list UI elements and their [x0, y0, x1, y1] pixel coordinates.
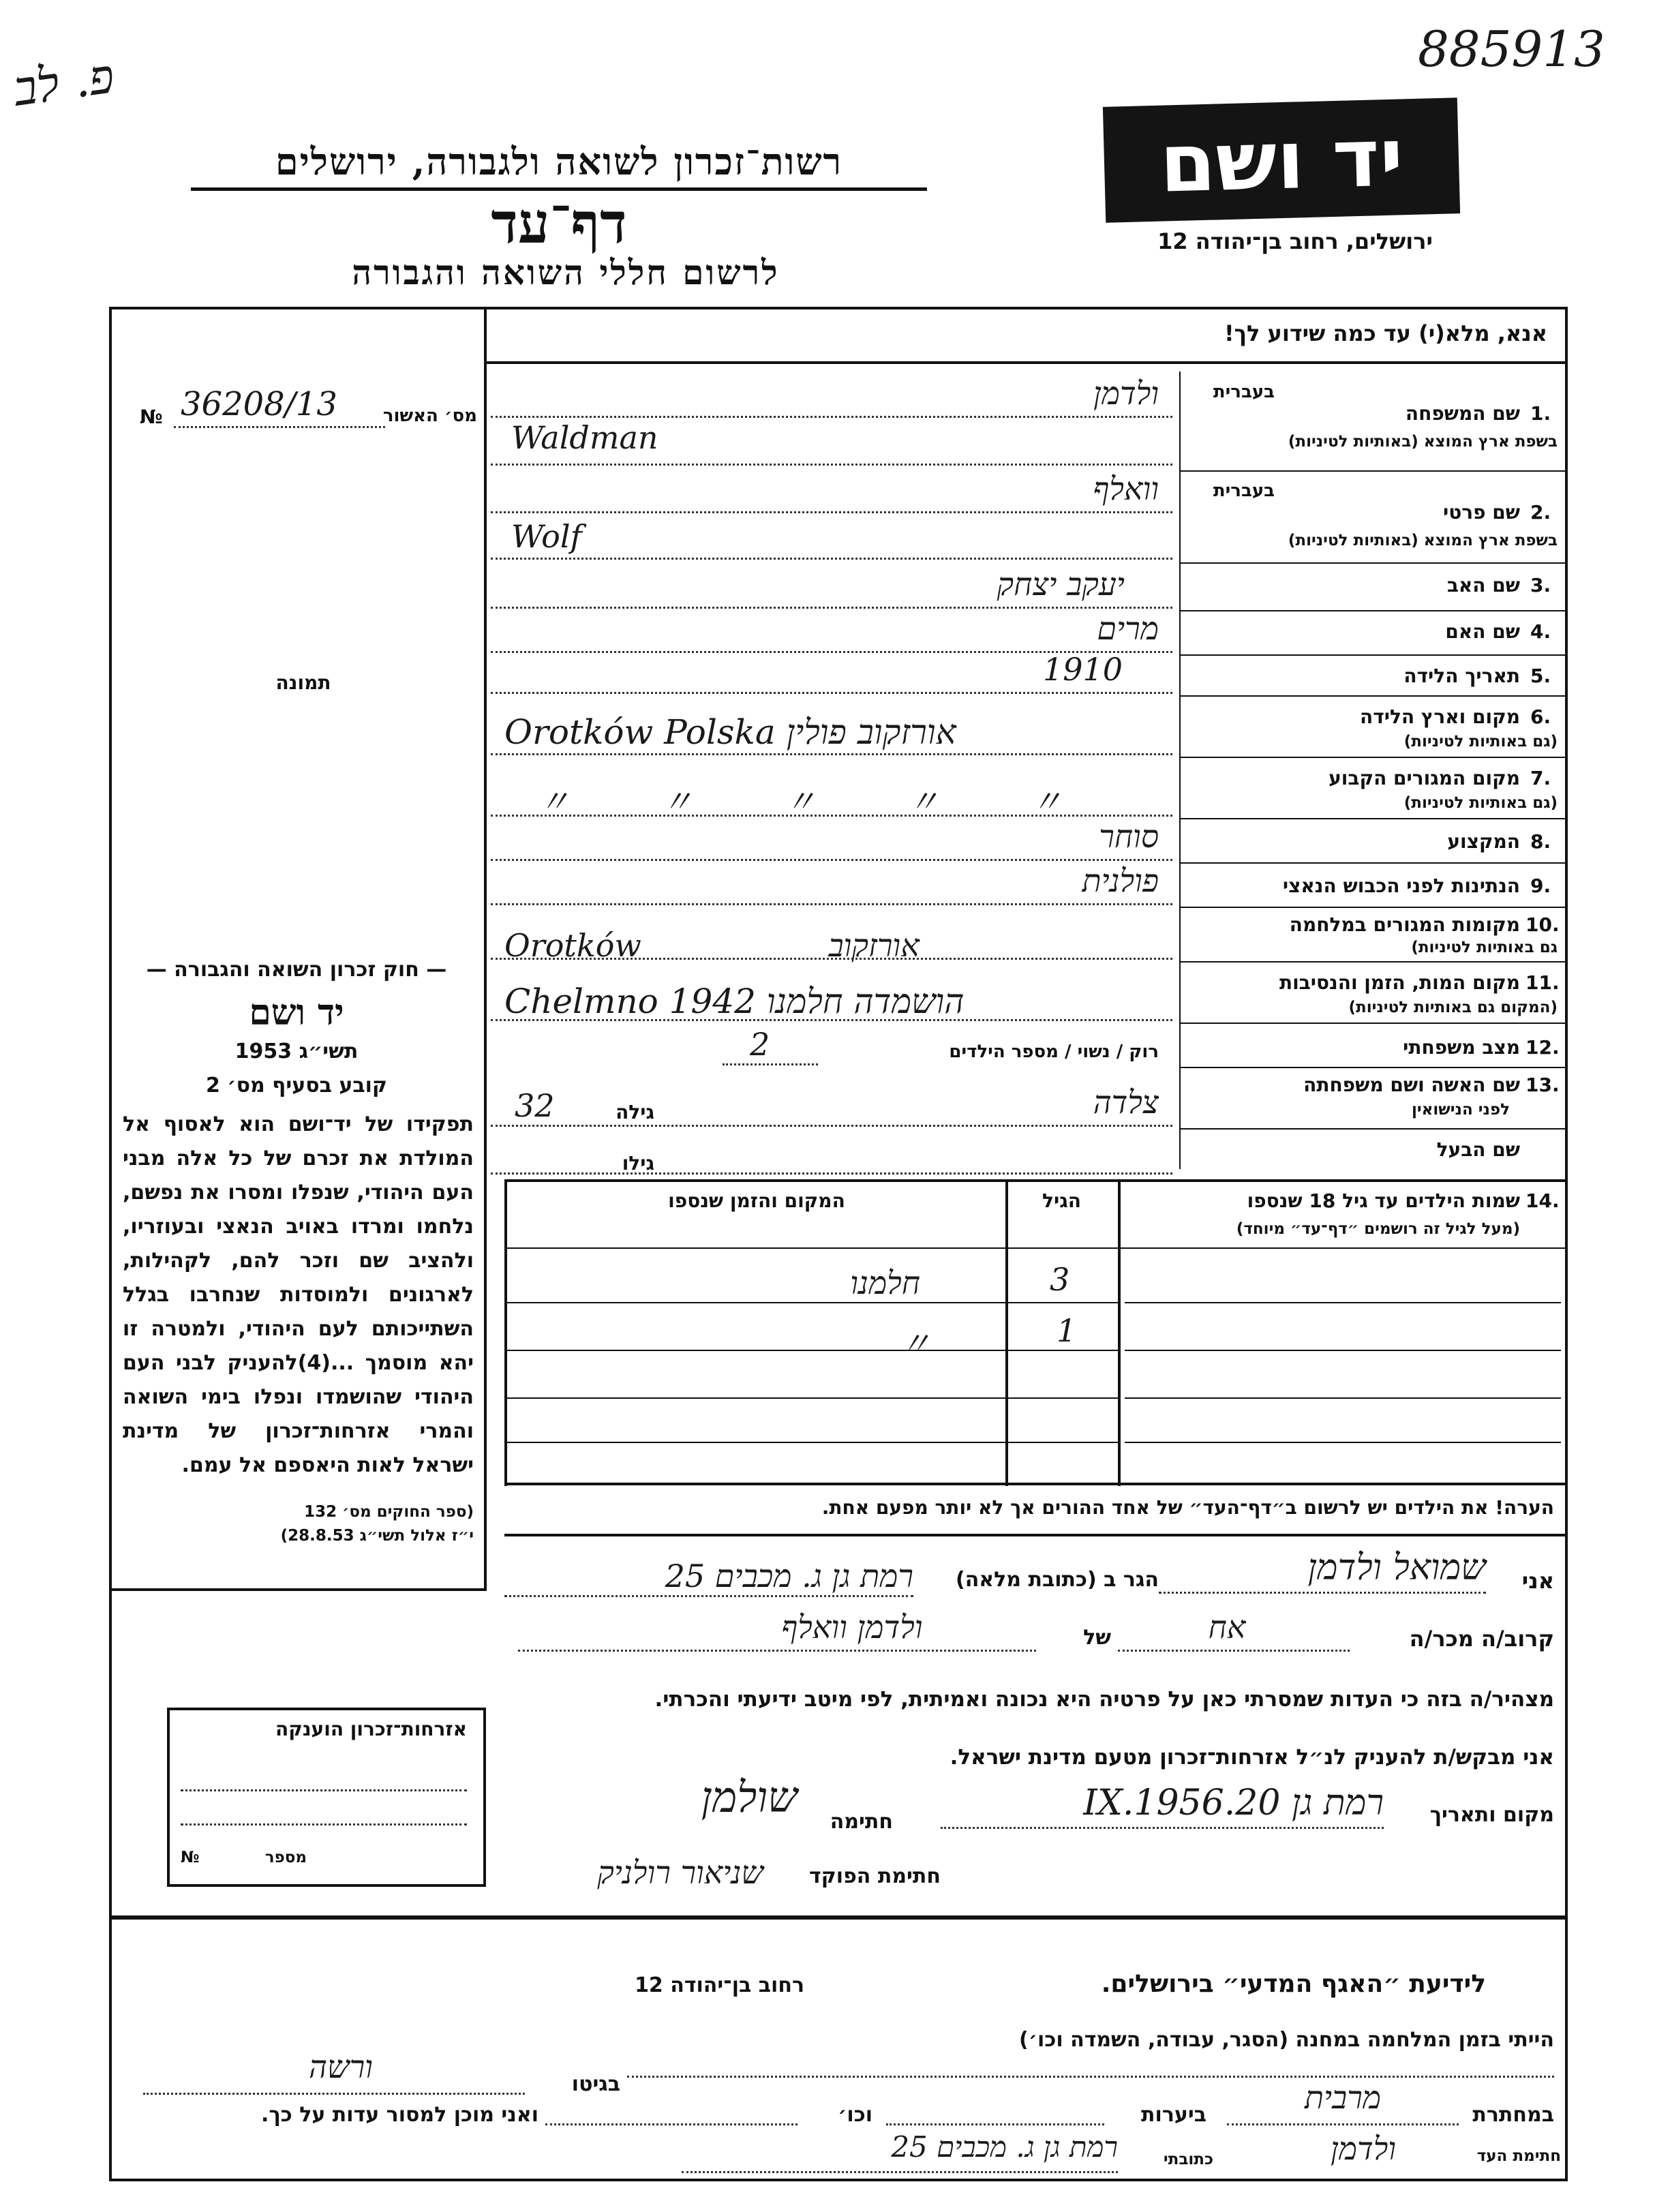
declarant-relation-line: [1118, 1650, 1350, 1652]
child-1-place: חלמנו: [850, 1264, 920, 1301]
citizenship-line-1: [181, 1789, 467, 1791]
law-year: תשי״ג 1953: [234, 1040, 359, 1063]
approval-number-mark: №: [140, 406, 163, 428]
witness-signature-label: חתימת העד: [1476, 2147, 1561, 2165]
children-row-1-sep: [504, 1302, 1118, 1303]
value-line-3: [491, 607, 1172, 609]
place-date-value: רמת גן 20.IX.1956: [1083, 1783, 1384, 1823]
children-name-row-2: [1125, 1350, 1561, 1351]
row-sep-6: [1179, 757, 1565, 758]
children-col-1: [1118, 1179, 1121, 1486]
declarant-of-label: של: [1083, 1626, 1111, 1650]
law-clause: קובע בסעיף מס׳ 2: [205, 1074, 388, 1097]
ghetto-value: ורשה: [309, 2048, 373, 2085]
declarant-of-value: ולדמן וואלף: [781, 1609, 923, 1646]
witness-signature-value: ולדמן: [1330, 2130, 1397, 2167]
children-section-number: 14.: [1525, 1190, 1560, 1212]
address-line: [682, 2171, 1118, 2173]
field-12-children-count: 2: [750, 1026, 770, 1063]
approval-number-value: 36208/13: [181, 385, 337, 423]
law-name: יד ושם: [249, 992, 344, 1033]
law-source: (ספר החוקים מס׳ 132: [304, 1503, 474, 1521]
value-line-2a: [491, 511, 1172, 513]
value-line-2b: [491, 558, 1172, 560]
citizenship-number-label: מספר: [264, 1849, 307, 1866]
declaration-text: מצהיר/ה בזה כי העדות שמסרתי כאן על פרטיה היא נכונה ואמיתית, לפי מיטב ידיעתי והכרתי.: [654, 1687, 1554, 1712]
declarant-i-label: אני: [1521, 1568, 1554, 1594]
underground-line: [1227, 2123, 1459, 2125]
declarant-address: רמת גן ג. מכבים 25: [665, 1558, 913, 1594]
field-13-value: צלדה: [1093, 1084, 1159, 1121]
child-2-place: 〃: [900, 1325, 931, 1362]
note-bottom: [504, 1534, 1568, 1536]
declarant-of-line: [518, 1650, 1036, 1652]
row-sep-5: [1179, 695, 1565, 697]
approval-number-label: מס׳ האשור: [382, 406, 477, 426]
row-sep-9: [1179, 907, 1565, 908]
value-line-9: [491, 903, 1172, 905]
children-section-sub: (מעל לגיל זה רושמים ״דף־עד״ מיוחד): [1236, 1220, 1520, 1238]
field-2-value-hebrew: וואלף: [1093, 470, 1159, 507]
camp-line: [627, 2076, 1554, 2078]
field-10-label: מקומות המגורים במלחמה: [1289, 913, 1520, 936]
declarant-residing-label: הגר ב (כתובת מלאה): [955, 1568, 1159, 1592]
field-13-sub: לפני הנישואין: [1412, 1101, 1510, 1119]
children-row-4-sep: [504, 1442, 1118, 1443]
field-10-number: 10.: [1525, 913, 1560, 936]
field-6-sub: (גם באותיות לטיניות): [1403, 733, 1558, 751]
declarant-address-line: [504, 1595, 913, 1597]
signature-label: חתימה: [830, 1810, 893, 1834]
frame-right: [1565, 307, 1568, 2181]
ghetto-line: [143, 2093, 525, 2095]
field-12-options: רוק / נשוי / מספר הילדים: [949, 1042, 1159, 1062]
signature-value: שולמן: [701, 1772, 798, 1822]
place-date-label: מקום ותאריך: [1429, 1803, 1554, 1827]
children-note: הערה! את הילדים יש לרשום ב״דף־העד״ של אחד ההורים אך לא יותר מפעם אחת.: [821, 1496, 1554, 1519]
declarant-name-line: [1159, 1592, 1486, 1594]
children-row-3-sep: [504, 1397, 1118, 1399]
testimony-text: ואני מוכן למסור עדות על כך.: [261, 2103, 538, 2127]
field-11-label: מקום המות, הזמן והנסיבות: [1279, 971, 1520, 994]
children-col-place-header: המקום והזמן שנספו: [668, 1190, 845, 1212]
husband-label: שם הבעל: [1436, 1138, 1520, 1161]
scientific-title: לידיעת ״האגף המדעי״ בירושלים.: [1101, 1970, 1486, 1998]
declarant-relation: אח: [1208, 1609, 1246, 1646]
child-1-age: 3: [1050, 1261, 1070, 1298]
field-1-label: שם המשפחה: [1405, 402, 1520, 425]
row-sep-2: [1179, 562, 1565, 564]
value-line-5: [491, 692, 1172, 694]
form-title: דף־עד: [491, 191, 627, 256]
scientific-divider: [109, 1915, 1568, 1920]
officer-signature-value: שניאור רולניק: [597, 1854, 763, 1891]
citizenship-box-title: אזרחות־זכרון הוענקה: [275, 1718, 467, 1740]
children-table-top: [504, 1179, 1568, 1182]
field-7-label: מקום המגורים הקבוע: [1329, 767, 1520, 789]
field-2-in-hebrew: בעברית: [1213, 481, 1275, 501]
row-sep-10: [1179, 961, 1565, 963]
value-line-1b: [491, 464, 1172, 466]
forest-line: [886, 2123, 1104, 2125]
children-name-row-3: [1125, 1397, 1561, 1399]
law-text: תפקידו של יד־ושם הוא לאסוף אל המולדת את זכרם של כל אלה מבני העם היהודי, שנפלו ומסרו את נפשם, נלחמו ומרדו באויב הנאצי ובעוזריו, ולהציב שם וזכר להם, לקהילות, לארגונים ולמוסדות שנחרבו בגלל השתייכותם לעם היהודי, ולמטרה זו יהא מוסמך ...(4)להעניק לבני העם היהודי שהושמדו ונפלו בימי השואה והמרי אזרחות־זכרון של מדינת ישראל לאות היאספם אל עמם.: [123, 1112, 474, 1477]
field-2-sub: בשפת ארץ המוצא (באותיות לטיניות): [1288, 532, 1558, 549]
field-4-label: שם האם: [1445, 620, 1520, 643]
field-2-label: שם פרטי: [1442, 501, 1520, 524]
children-name-row-4: [1125, 1442, 1561, 1443]
field-8-label: המקצוע: [1447, 830, 1520, 853]
children-col-2: [1005, 1179, 1008, 1486]
field-9-value: פולנית: [1082, 862, 1159, 899]
field-13-number: 13.: [1525, 1074, 1560, 1096]
form-subtitle: לרשום חללי השואה והגבורה: [352, 252, 780, 292]
law-box-bottom: [109, 1588, 487, 1591]
field-3-number: 3.: [1530, 574, 1551, 596]
field-5-number: 5.: [1530, 665, 1551, 687]
children-section-label: שמות הילדים עד גיל 18 שנספו: [1247, 1190, 1520, 1212]
row-sep-7: [1179, 818, 1565, 819]
row-sep-8: [1179, 862, 1565, 864]
field-9-label: הנתינות לפני הכבוש הנאצי: [1282, 875, 1520, 897]
field-1-number: 1.: [1530, 402, 1551, 425]
children-col-age-header: הגיל: [1042, 1190, 1081, 1212]
row-sep-11: [1179, 1022, 1565, 1024]
field-1-in-hebrew: בעברית: [1213, 382, 1275, 402]
field-7-value: 〃 〃 〃 〃 〃: [538, 783, 1104, 820]
citizenship-line-2: [181, 1823, 467, 1825]
underground-value: מרבית: [1304, 2079, 1382, 2116]
instruction-line: אנא, מלא(י) עד כמה שידוע לך!: [1224, 320, 1547, 346]
children-header-sep: [504, 1247, 1568, 1249]
underground-label: במחתרת: [1472, 2103, 1554, 2127]
field-13-label: שם האשה ושם משפחתה: [1303, 1074, 1520, 1096]
field-11-value: Chelmno 1942 הושמדה חלמנו: [504, 982, 965, 1021]
etc-label: וכו׳: [838, 2103, 872, 2127]
citizenship-number-mark: №: [181, 1849, 200, 1866]
children-row-2-sep: [504, 1350, 1118, 1351]
field-6-value: Orotków Polska אורזקוב פולין: [504, 712, 956, 752]
field-1-sub: בשפת ארץ המוצא (באותיות לטיניות): [1288, 433, 1558, 451]
field-1-value-latin: Waldman: [511, 419, 658, 456]
field-12-children-line: [723, 1063, 818, 1065]
field-13-age-label: גילה: [616, 1101, 654, 1123]
field-3-label: שם האב: [1446, 574, 1520, 596]
frame-left: [109, 307, 112, 2181]
header-address: ירושלים, רחוב בן־יהודה 12: [1157, 228, 1433, 254]
field-1-value-hebrew: ולדמן: [1093, 375, 1159, 412]
field-13-age-value: 32: [515, 1087, 555, 1124]
field-8-value: סוחר: [1099, 818, 1159, 855]
field-10-value: Orotków אורזקוב: [504, 927, 920, 964]
children-col-left: [504, 1179, 507, 1486]
frame-bottom: [109, 2179, 1568, 2181]
field-5-label: תאריך הלידה: [1403, 665, 1520, 687]
field-12-label: מצב משפחתי: [1403, 1036, 1520, 1059]
place-date-line: [941, 1827, 1384, 1829]
field-3-value: יעקב יצחק: [997, 566, 1125, 603]
value-line-8: [491, 859, 1172, 861]
approval-number-line: [174, 426, 385, 428]
declarant-name: שמואל ולדמן: [1307, 1547, 1486, 1588]
child-2-age: 1: [1057, 1312, 1077, 1349]
law-title: — חוק זכרון השואה והגבורה —: [146, 958, 447, 982]
photo-col-divider: [484, 307, 487, 1588]
field-7-sub: (גם באותיות לטיניות): [1403, 794, 1558, 812]
yad-vashem-logo: יד ושם: [1103, 97, 1460, 223]
field-6-number: 6.: [1530, 706, 1551, 728]
etc-line: [545, 2123, 798, 2125]
instruction-divider: [484, 361, 1568, 364]
children-table-bottom: [504, 1483, 1568, 1485]
value-label-divider: [1179, 372, 1181, 1169]
field-11-number: 11.: [1525, 971, 1560, 994]
row-sep-13: [1179, 1128, 1565, 1130]
field-11-sub: (המקום גם באותיות לטיניות): [1348, 999, 1558, 1016]
address-value: רמת גן ג. מכבים 25: [891, 2130, 1118, 2164]
field-4-number: 4.: [1530, 620, 1551, 643]
corner-note-left: פ. לב: [10, 48, 118, 117]
row-sep-12: [1179, 1067, 1565, 1068]
ghetto-label: בגיטו: [571, 2072, 620, 2096]
photo-label: תמונה: [275, 671, 331, 694]
children-name-row-1: [1125, 1302, 1561, 1303]
husband-age-label: גילו: [622, 1152, 654, 1175]
field-5-value: 1910: [1043, 651, 1123, 688]
row-sep-3: [1179, 610, 1565, 611]
frame-top: [109, 307, 1568, 309]
scientific-address: רחוב בן־יהודה 12: [635, 1973, 804, 1997]
address-label: כתובתי: [1163, 2151, 1213, 2168]
law-source-date: י״ז אלול תשי״ג 28.8.53): [280, 1527, 474, 1545]
field-2-value-latin: Wolf: [511, 518, 582, 555]
row-sep-4: [1179, 654, 1565, 656]
row-sep-1: [1179, 470, 1565, 472]
declarant-relative-label: קרוב/ה מכר/ה: [1409, 1626, 1554, 1652]
corner-note-right: 885913: [1418, 20, 1605, 78]
authority-line: רשות־זכרון לשואה ולגבורה, ירושלים: [275, 140, 843, 183]
field-4-value: מרים: [1097, 610, 1159, 647]
field-9-number: 9.: [1530, 875, 1551, 897]
field-10-sub: גם באותיות לטיניות): [1411, 939, 1558, 956]
value-line-13: [491, 1125, 1172, 1127]
field-6-label: מקום וארץ הלידה: [1360, 706, 1520, 728]
value-line-6: [491, 753, 1172, 755]
value-line-1a: [491, 416, 1172, 418]
field-2-number: 2.: [1530, 501, 1551, 524]
officer-signature-label: חתימת הפוקד: [809, 1864, 941, 1888]
request-text: אני מבקש/ת להעניק לנ״ל אזרחות־זכרון מטעם מדינת ישראל.: [950, 1745, 1554, 1770]
field-8-number: 8.: [1530, 830, 1551, 853]
field-12-number: 12.: [1525, 1036, 1560, 1059]
field-7-number: 7.: [1530, 767, 1551, 789]
forest-label: ביערות: [1141, 2103, 1206, 2127]
scientific-line1: הייתי בזמן המלחמה במחנה (הסגר, עבודה, השמדה וכו׳): [1019, 2028, 1554, 2052]
